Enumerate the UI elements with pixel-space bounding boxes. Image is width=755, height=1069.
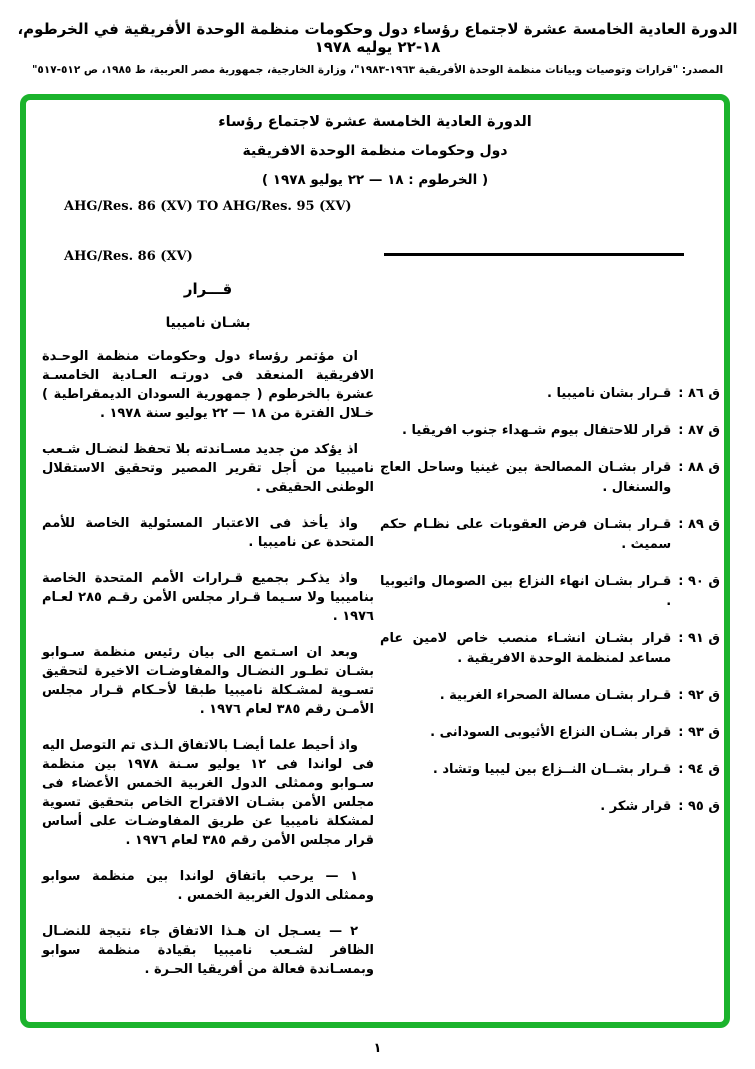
list-item-text: قـرار بشـان انهاء النزاع بين الصومال واثيوبيا . <box>380 574 672 609</box>
list-item-text: قرار بشـان انشـاء منصب خاص لامين عام مساعد لمنظمة الوحدة الافريقية . <box>380 631 672 666</box>
list-item-text: قرار بشـان النزاع الأثيوبى السودانى . <box>430 725 672 740</box>
resolution-paragraph: واذ يذكـر بجميع قـرارات الأمم المتحدة الخاصة بناميبيا ولا سـيما قـرار مجلس الأمن رقـم ٢٨٥ لعـام ١٩٧٦ . <box>42 571 375 624</box>
list-item-text: قـرار بشـان فرض العقوبات على نظـام حكم سميث . <box>380 517 672 552</box>
list-item <box>380 629 720 669</box>
resolution-body-column <box>42 347 374 996</box>
document-border-frame <box>20 94 730 1028</box>
list-item-number: ق ٩٣ : <box>678 725 720 740</box>
resolution-paragraph: واذ أحيط علما أيضـا بالاتفاق الـذى تم التوصل اليه فى لواندا فى ١٢ يوليو سـنة ١٩٧٨ بين منظمة سـوابو وممثلى الدول الغربية الخمس الأعضاء فى مجلس الأمن بشـان الاقتراح الخاص بتحقيق تسوية لمشكلة ناميبيا عن طريق المفاوضـات على أساس قرار مجلس الأمن رقم ٣٨٥ لعام ١٩٧٦ . <box>42 738 374 848</box>
box-title-line3: ( الخرطوم : ١٨ — ٢٢ يوليو ١٩٧٨ ) <box>261 172 489 188</box>
list-item-text: قـرار بشـان مسالة الصحراء الغربية . <box>439 688 672 703</box>
list-item <box>380 723 720 743</box>
list-item-number: ق ٨٧ : <box>678 423 720 438</box>
horizontal-divider <box>384 253 684 256</box>
list-item-number: ق ٩٢ : <box>678 688 720 703</box>
document-header <box>0 20 755 76</box>
box-title <box>26 114 724 188</box>
resolution-operative-paragraph: ٢ — يسـجل ان هـذا الاتفاق جاء نتيجة للنضـال الظافر لشـعب ناميبيا بقيادة منظمة سوابو وبمسـاندة فعالة من أفريقيا الحـرة . <box>42 924 374 977</box>
list-item-number: ق ٩٠ : <box>678 574 720 589</box>
list-item-text: قـرار بشــان النــزاع بين ليبيا وتشاد . <box>432 762 672 777</box>
page-number: ١ <box>373 1041 382 1056</box>
resolution-ref-current: AHG/Res. 86 (XV) <box>64 249 193 264</box>
box-title-line2: دول وحكومات منظمة الوحدة الافريقية <box>242 143 508 159</box>
list-item-number: ق ٩٤ : <box>678 762 720 777</box>
list-item <box>380 384 720 404</box>
list-item <box>380 760 720 780</box>
list-item <box>380 572 720 612</box>
list-item-text: قرار بشـان المصالحة بين غينيا وساحل العاج والسنغال . <box>380 460 672 495</box>
list-item <box>380 515 720 555</box>
resolution-subheading: بشـان ناميبيا <box>165 315 251 331</box>
list-item-text: قرار شكر . <box>600 799 672 814</box>
resolution-paragraph: اذ يؤكد من جديد مسـاندته بلا تحفظ لنضـال شـعب ناميبيا من أجل تقرير المصير وتحقيق الاستقلال الوطنى الحقيقى . <box>42 442 374 495</box>
list-item <box>380 421 720 441</box>
list-item <box>380 458 720 498</box>
resolution-heading: قـــرار <box>183 280 233 298</box>
resolution-operative-paragraph: ١ — يرحب باتفاق لواندا بين منظمة سوابو وممثلى الدول الغربية الخمس . <box>42 869 374 903</box>
list-item <box>380 797 720 817</box>
list-item-number: ق ٨٨ : <box>678 460 720 475</box>
header-session-title: الدورة العادية الخامسة عشرة لاجتماع رؤساء دول وحكومات منظمة الوحدة الأفريقية في الخرطوم، ١٨-٢٢ يوليه ١٩٧٨ <box>17 20 738 56</box>
resolution-paragraph: ان مؤتمر رؤساء دول وحكومات منظمة الوحـدة الافريقية المنعقد فى دورتـه العـادية الخامسـة عشرة بالخرطوم ( جمهورية السودان الديمقراطية ) خـلال الفترة من ١٨ — ٢٢ يوليو سنة ١٩٧٨ . <box>42 349 374 421</box>
header-source-citation: المصدر: "قرارات وتوصيات وبيانات منظمة الوحدة الأفريقية ١٩٦٣-١٩٨٣"، وزارة الخارجية، جمهورية مصر العربية، ط ١٩٨٥، ص ٥١٢-٥١٧" <box>31 64 724 76</box>
list-item-number: ق ٨٩ : <box>678 517 720 532</box>
box-title-line1: الدورة العادية الخامسة عشرة لاجتماع رؤساء <box>218 114 532 130</box>
resolution-paragraph: واذ يأخذ فى الاعتبار المسئولية الخاصة للأمم المتحدة عن ناميبيا . <box>42 516 374 550</box>
resolutions-list-column <box>380 384 720 834</box>
list-item-number: ق ٩١ : <box>678 631 720 646</box>
list-item-number: ق ٩٥ : <box>678 799 720 814</box>
list-item-text: قرار للاحتفال بيوم شـهداء جنوب افريقيا . <box>401 423 672 438</box>
resolution-ref-range: AHG/Res. 86 (XV) TO AHG/Res. 95 (XV) <box>64 199 352 214</box>
list-item-text: قـرار بشان ناميبيا . <box>547 386 672 401</box>
list-item-number: ق ٨٦ : <box>678 386 720 401</box>
resolution-paragraph: وبعد ان اسـتمع الى بيان رئيس منظمة سـوابو بشـان تطـور النضـال والمفاوضـات الاخيرة لتحقيق تسـوية لمشـكلة ناميبيا طبقا لأحـكام قـرار مجلس الأمـن رقم ٣٨٥ لعام ١٩٧٦ . <box>42 645 374 717</box>
list-item <box>380 686 720 706</box>
